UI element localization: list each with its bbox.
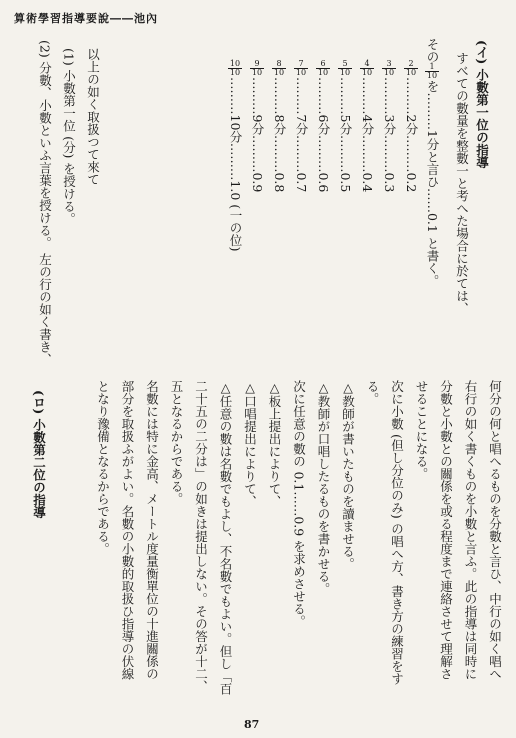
fraction-row-text: ………9分………0.9 [250,77,265,193]
body-line: △任意の數は名數でもよし、不名數でもよい。但し「百 [218,380,233,695]
fraction-row-text: ………10分………1.0 (一の位) [228,77,243,252]
fraction-row [360,60,374,192]
body-line: 次に任意の數の 0.1……0.9 を求めさせる。 [291,380,307,628]
body-line: となり豫備となるからである。 [95,380,111,555]
body-line: すべての數量を整數一と考へた場合に於ては、 [454,52,470,315]
body-line: △教師が書いたものを讀ませる。 [340,380,356,570]
fraction: $\frac{8}{10}$ [273,59,285,77]
fraction-row-text: ………3分………0.3 [382,77,397,193]
body-line: 部分を取扱ふがよい。名數の小數的取扱ひ指導の伏線 [120,380,135,680]
fraction-row [228,60,242,252]
fraction-row [272,60,286,192]
fraction-row [382,60,396,192]
page-number: 87 [244,718,260,731]
fraction: $\frac{7}{10}$ [295,59,307,77]
body-line: 名數には特に金高、メートル度量衡單位の十進關係の [144,380,160,680]
body-line: 何分の何と唱へるものを分數と言ひ、中行の如く唱へ [487,380,503,680]
fraction-row [250,60,264,192]
body-line: 右行の如く書くものを小數と言ふ。此の指導は同時に [463,380,478,680]
body-line: 次に小數 (但し分位のみ) の唱へ方、書き方の練習をす [389,380,405,686]
body-line: △口唱提出によりて、 [242,380,258,508]
fraction-row [316,60,330,192]
fraction-row-text: ………7分………0.7 [294,77,309,193]
fraction: $\frac{2}{10}$ [405,59,417,77]
fraction: $\frac{6}{10}$ [317,59,329,77]
body-line: 分數と小數との關係を或る程度まで連絡させて理解さ [438,380,454,680]
fraction: $\frac{4}{10}$ [361,59,373,77]
method-line: 以上の如く取扱つて來て [85,48,101,186]
fraction-row-text: ………5分………0.5 [338,77,353,193]
body-line: せることになる。 [414,380,429,480]
fraction-row [294,60,308,192]
fraction-definition-line: その $\frac{1}{10}$ を………1分と言ひ……0.1 と書く。 [425,38,440,287]
body-line: る。 [365,380,380,405]
fraction-row-text: ………8分………0.8 [272,77,287,193]
body-line: △板上提出によりて、 [267,380,282,508]
running-header: 算術學習指導要說――池內 [14,12,158,25]
fraction-row [404,60,418,192]
fraction: $\frac{10}{10}$ [229,59,241,77]
fraction-row-text: ………2分………0.2 [404,77,419,193]
section-heading-ro: (ロ) 小數第二位の指導 [31,390,47,519]
method-item-1: (1) 小數第一位 (分) を授ける。 [61,48,77,225]
fraction-one-tenth: $\frac{1}{10}$ [426,62,438,80]
fraction-row [338,60,352,192]
fraction: $\frac{3}{10}$ [383,59,395,77]
fraction: $\frac{5}{10}$ [339,59,351,77]
body-line: 二十五の二分は」の如きは提出しない。その答が十二、 [193,380,209,693]
body-line: 五となるからである。 [169,380,184,505]
fraction-row-text: ………4分………0.4 [360,77,375,193]
method-item-2: (2) 分數、小數といふ言葉を授ける。 左の行の如く書き、 [37,40,53,366]
section-heading-i: (イ) 小數第一位の指導 [474,40,490,169]
body-line: △教師が口唱したるものを書かせる。 [316,380,331,595]
fraction: $\frac{9}{10}$ [251,59,263,77]
fraction-row-text: ………6分………0.6 [316,77,331,193]
